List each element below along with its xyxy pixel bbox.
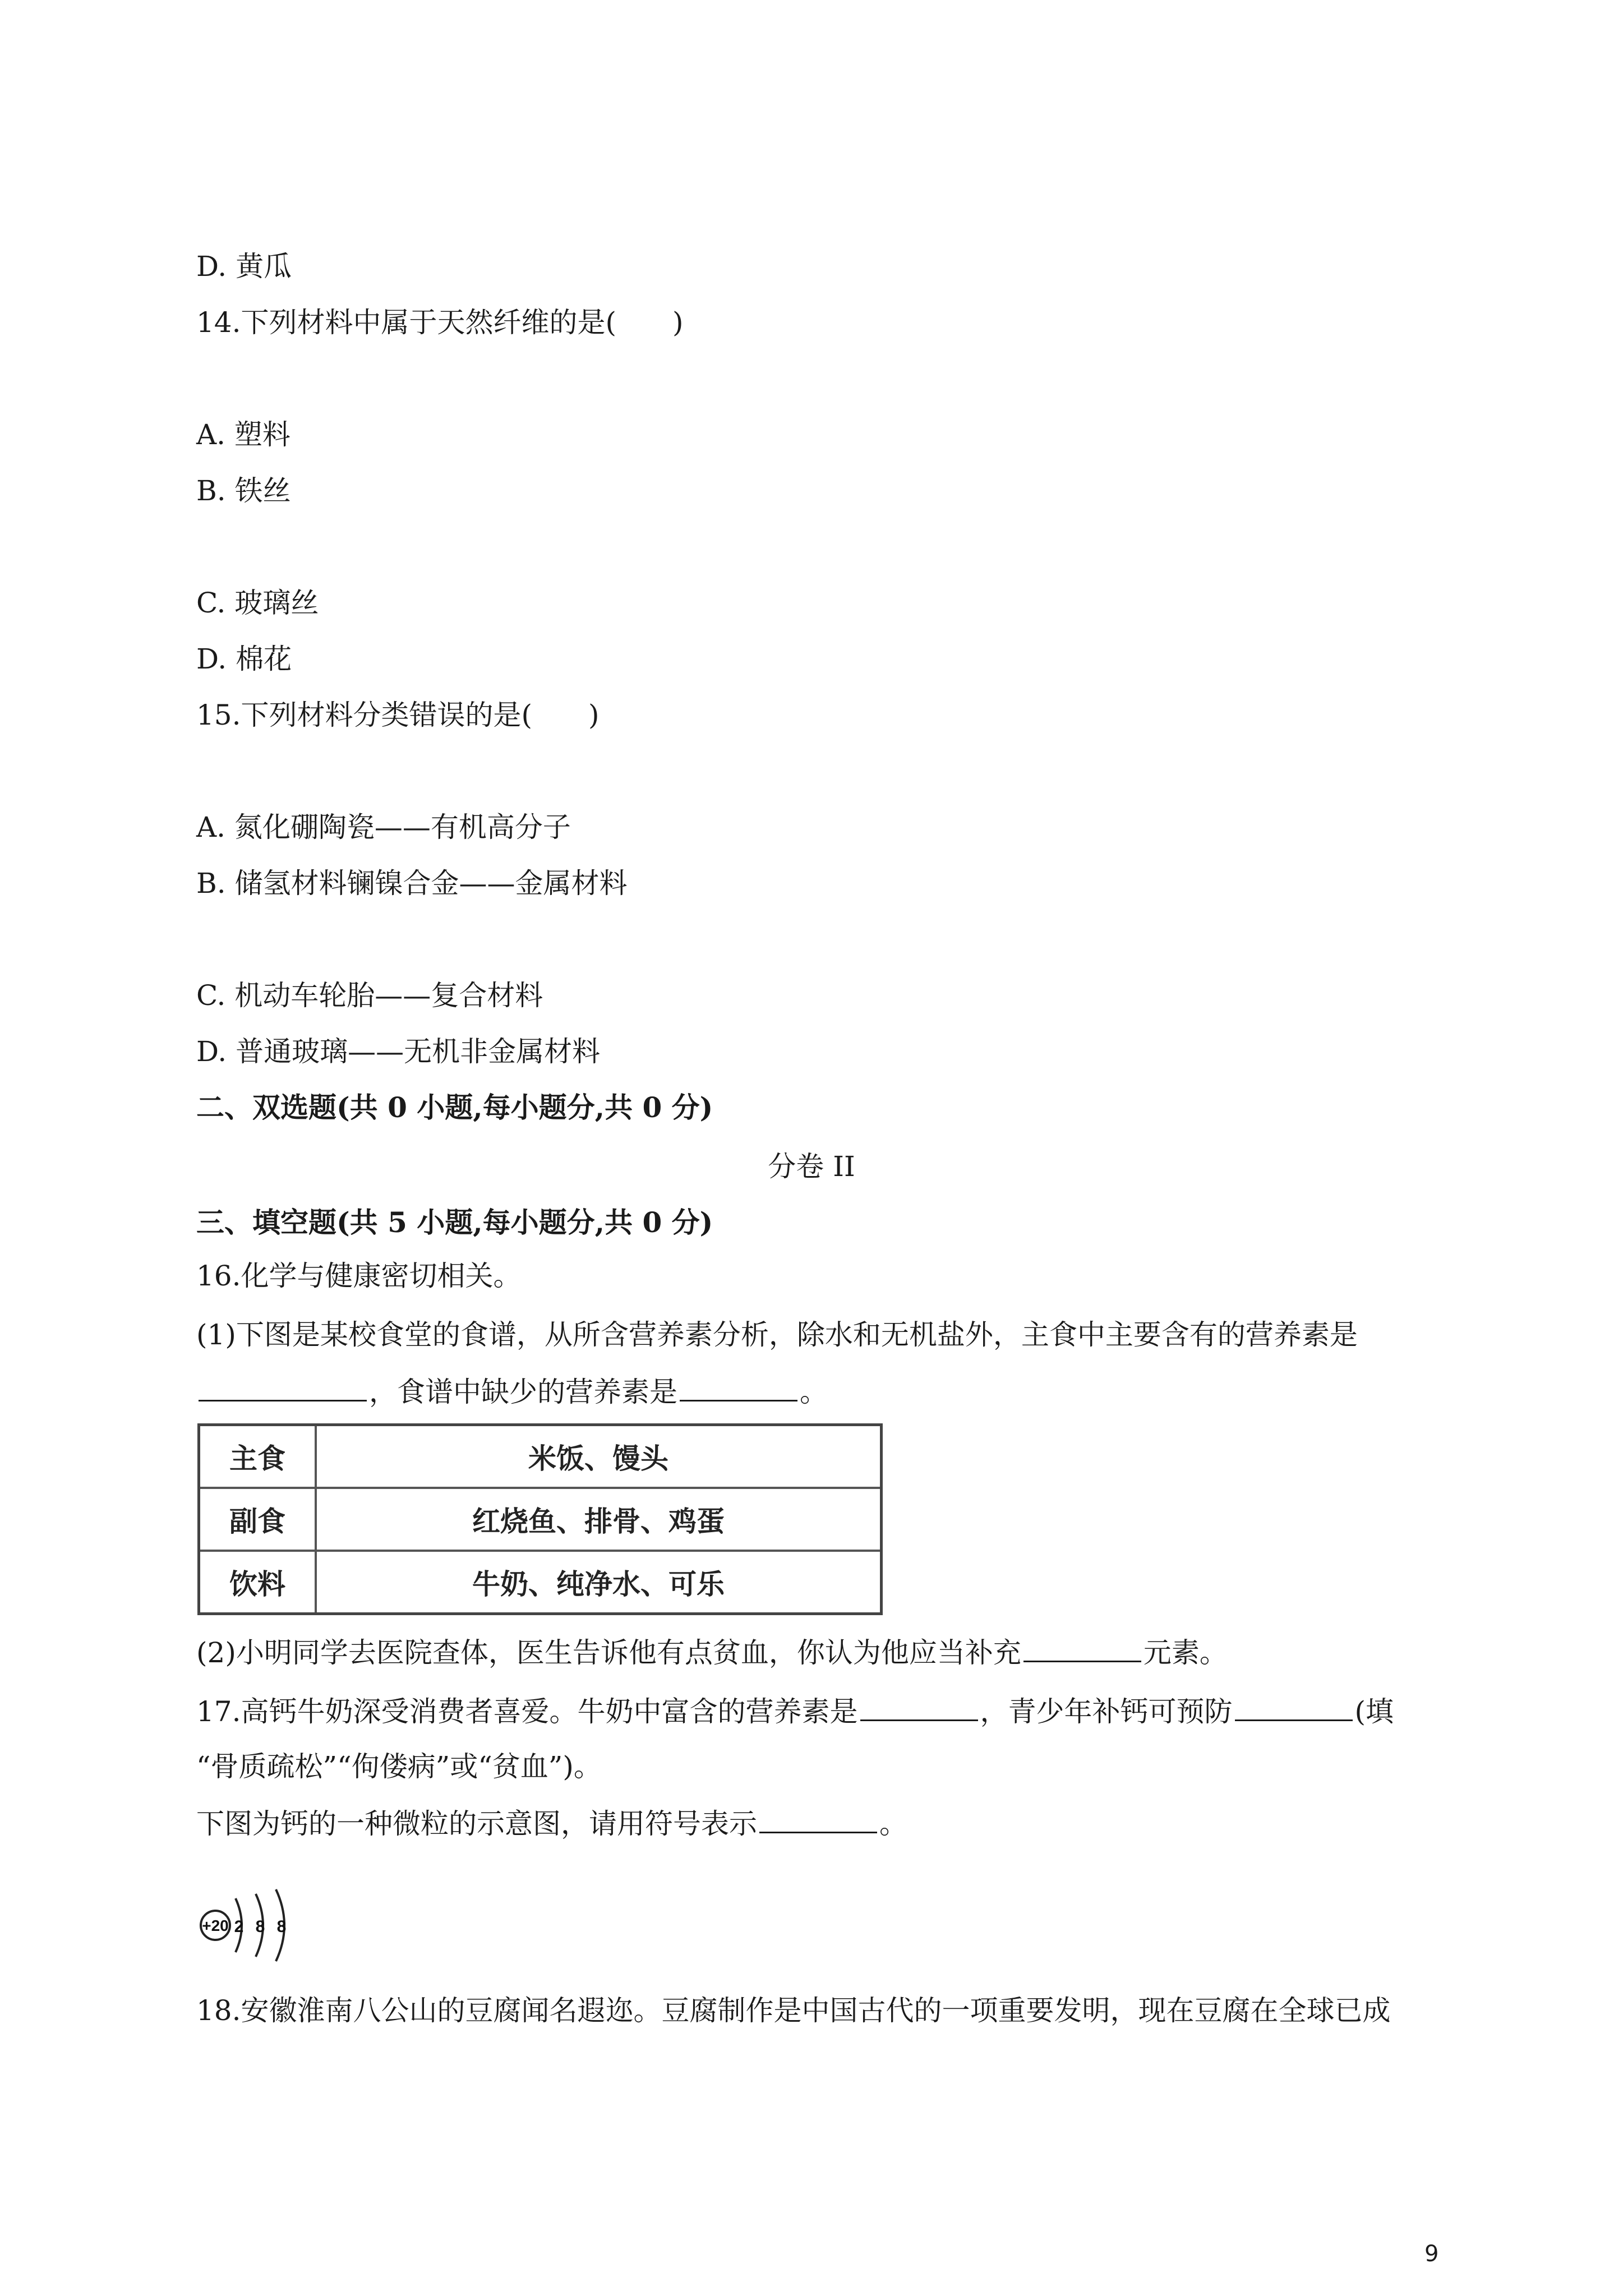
question-14: 14.下列材料中属于天然纤维的是( ) bbox=[196, 306, 684, 339]
inline-text: 下图为钙的一种微粒的示意图，请用符号表示 bbox=[196, 1808, 757, 1840]
table-row-header: 主食 bbox=[199, 1425, 316, 1488]
question-17-line2: “骨质疏松”“佝偻病”或“贫血”)。 bbox=[196, 1750, 602, 1783]
inline-text: ，青少年补钙可预防 bbox=[980, 1695, 1233, 1728]
inline-text: 。 bbox=[879, 1808, 907, 1840]
option-14-b: B. 铁丝 bbox=[196, 474, 291, 507]
table-row bbox=[199, 1551, 882, 1614]
table-row bbox=[199, 1488, 882, 1551]
inline-text: 。 bbox=[800, 1376, 828, 1408]
option-15-d: D. 普通玻璃——无机非金属材料 bbox=[196, 1035, 601, 1068]
answer-blank[interactable] bbox=[199, 1374, 367, 1401]
answer-blank[interactable] bbox=[680, 1374, 797, 1401]
option-15-a: A. 氮化硼陶瓷——有机高分子 bbox=[196, 811, 571, 843]
page-number: 9 bbox=[1424, 2241, 1439, 2267]
question-16-part2 bbox=[196, 1635, 1228, 1670]
volume-heading: 分卷 II bbox=[768, 1150, 855, 1183]
inline-text: ，食谱中缺少的营养素是 bbox=[369, 1376, 677, 1408]
menu-table bbox=[197, 1423, 883, 1615]
table-cell: 米饭、馒头 bbox=[316, 1425, 882, 1488]
question-17 bbox=[196, 1694, 1394, 1728]
question-17-line3 bbox=[196, 1806, 907, 1841]
section-heading-2: 二、双选题(共 0 小题,每小题分,共 0 分) bbox=[196, 1091, 713, 1124]
option-15-b: B. 储氢材料镧镍合金——金属材料 bbox=[196, 867, 628, 900]
table-cell: 红烧鱼、排骨、鸡蛋 bbox=[316, 1488, 882, 1551]
table-row-header: 副食 bbox=[199, 1488, 316, 1551]
table-cell: 牛奶、纯净水、可乐 bbox=[316, 1551, 882, 1614]
shell-electron-count: 2 bbox=[234, 1917, 244, 1936]
option-14-d: D. 棉花 bbox=[196, 643, 292, 675]
inline-text: 元素。 bbox=[1143, 1636, 1228, 1669]
question-16: 16.化学与健康密切相关。 bbox=[196, 1260, 522, 1292]
question-16-part1: (1)下图是某校食堂的食谱，从所含营养素分析，除水和无机盐外，主食中主要含有的营养素是 bbox=[196, 1318, 1358, 1351]
section-heading-3: 三、填空题(共 5 小题,每小题分,共 0 分) bbox=[196, 1206, 713, 1239]
table-row bbox=[199, 1425, 882, 1488]
table-row-header: 饮料 bbox=[199, 1551, 316, 1614]
nucleus-charge: +20 bbox=[202, 1917, 229, 1934]
answer-blank[interactable] bbox=[860, 1694, 978, 1721]
question-15: 15.下列材料分类错误的是( ) bbox=[196, 699, 600, 731]
inline-text: 17.高钙牛奶深受消费者喜爱。牛奶中富含的营养素是 bbox=[196, 1695, 858, 1728]
option-13-d: D. 黄瓜 bbox=[196, 250, 292, 283]
answer-blank[interactable] bbox=[1235, 1694, 1353, 1721]
inline-text: (填 bbox=[1354, 1695, 1394, 1728]
option-14-a: A. 塑料 bbox=[196, 418, 291, 451]
answer-blank[interactable] bbox=[1023, 1635, 1141, 1662]
shell-electron-count: 8 bbox=[255, 1917, 265, 1936]
answer-blank[interactable] bbox=[759, 1806, 877, 1833]
question-16-part1-blanks bbox=[196, 1374, 828, 1409]
inline-text: (2)小明同学去医院查体，医生告诉他有点贫血，你认为他应当补充 bbox=[196, 1636, 1021, 1669]
atom-structure-diagram bbox=[196, 1882, 303, 1966]
option-14-c: C. 玻璃丝 bbox=[196, 587, 319, 619]
option-15-c: C. 机动车轮胎——复合材料 bbox=[196, 979, 543, 1012]
question-18: 18.安徽淮南八公山的豆腐闻名遐迩。豆腐制作是中国古代的一项重要发明，现在豆腐在全球已成 bbox=[196, 1994, 1391, 2027]
shell-electron-count: 8 bbox=[276, 1917, 287, 1936]
